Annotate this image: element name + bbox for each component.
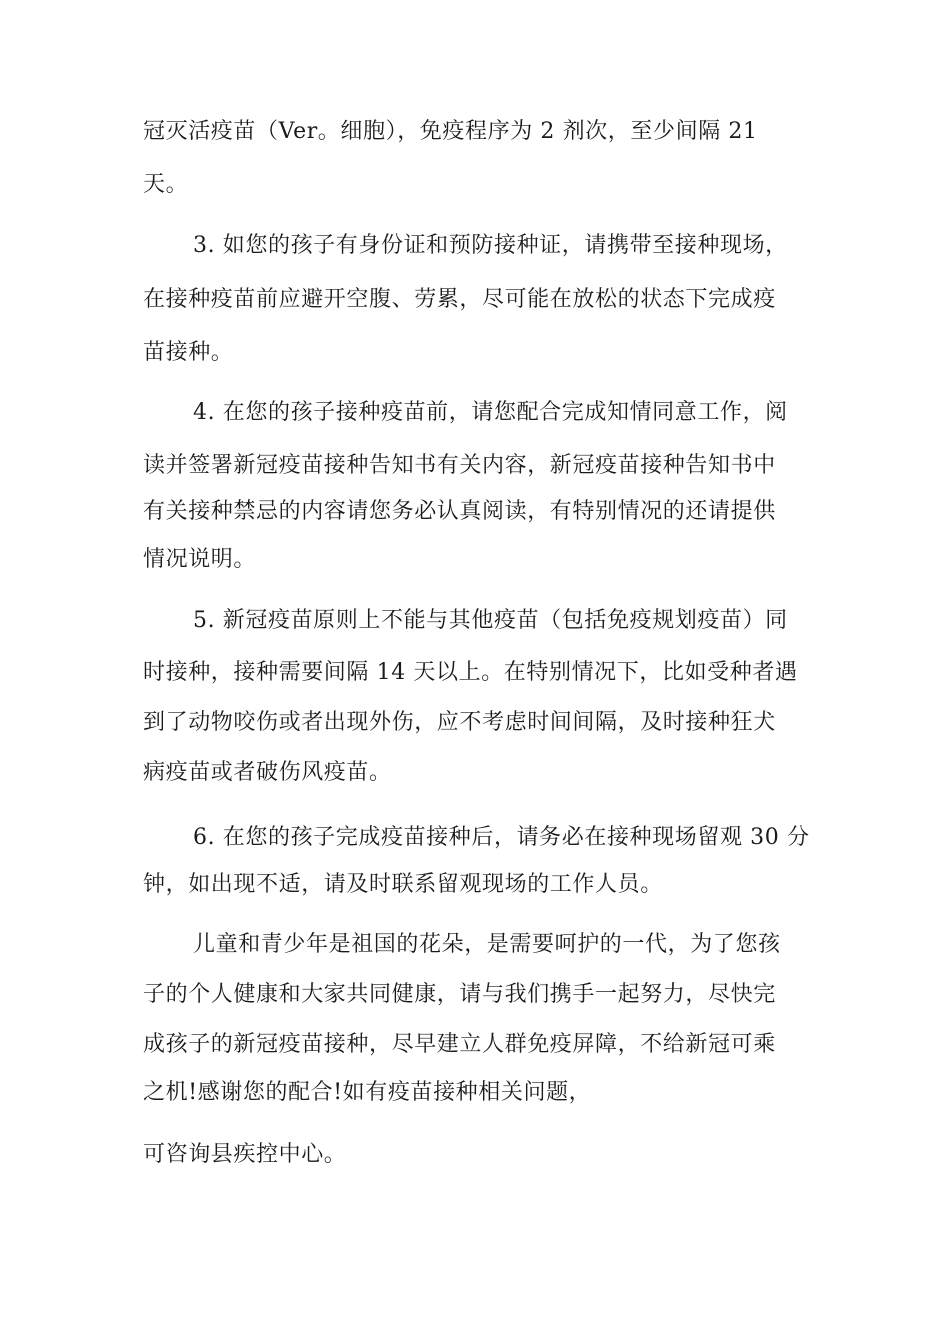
text-line: 有关接种禁忌的内容请您务必认真阅读，有特别情况的还请提供 [143, 499, 776, 524]
text-line: 读并签署新冠疫苗接种告知书有关内容，新冠疫苗接种告知书中 [143, 453, 776, 478]
text-line: 到了动物咬伤或者出现外伤，应不考虑时间间隔，及时接种狂犬 [143, 710, 776, 735]
list-item-5-line: 5. 新冠疫苗原则上不能与其他疫苗（包括免疫规划疫苗）同 [193, 608, 788, 633]
text-line: 冠灭活疫苗（Ver。细胞），免疫程序为 2 剂次，至少间隔 21 [143, 119, 758, 144]
text-line: 病疫苗或者破伤风疫苗。 [143, 760, 392, 785]
list-item-4-line: 4. 在您的孩子接种疫苗前，请您配合完成知情同意工作，阅 [193, 400, 788, 425]
list-item-3-line: 3. 如您的孩子有身份证和预防接种证，请携带至接种现场， [193, 233, 788, 258]
text-line: 情况说明。 [143, 547, 257, 572]
contact-line: 可咨询县疾控中心。 [143, 1142, 347, 1167]
closing-paragraph-line: 儿童和青少年是祖国的花朵，是需要呵护的一代，为了您孩 [193, 932, 781, 957]
list-item-6-line: 6. 在您的孩子完成疫苗接种后，请务必在接种现场留观 30 分 [193, 825, 810, 850]
text-line: 之机!感谢您的配合!如有疫苗接种相关问题， [143, 1080, 592, 1105]
text-line: 钟，如出现不适，请及时联系留观现场的工作人员。 [143, 872, 663, 897]
text-line: 在接种疫苗前应避开空腹、劳累，尽可能在放松的状态下完成疫 [143, 287, 776, 312]
text-line: 成孩子的新冠疫苗接种，尽早建立人群免疫屏障，不给新冠可乘 [143, 1032, 776, 1057]
text-line: 苗接种。 [143, 340, 234, 365]
text-line: 时接种，接种需要间隔 14 天以上。在特别情况下，比如受种者遇 [143, 660, 798, 685]
text-line: 天。 [143, 172, 189, 197]
text-line: 子的个人健康和大家共同健康，请与我们携手一起努力，尽快完 [143, 982, 776, 1007]
